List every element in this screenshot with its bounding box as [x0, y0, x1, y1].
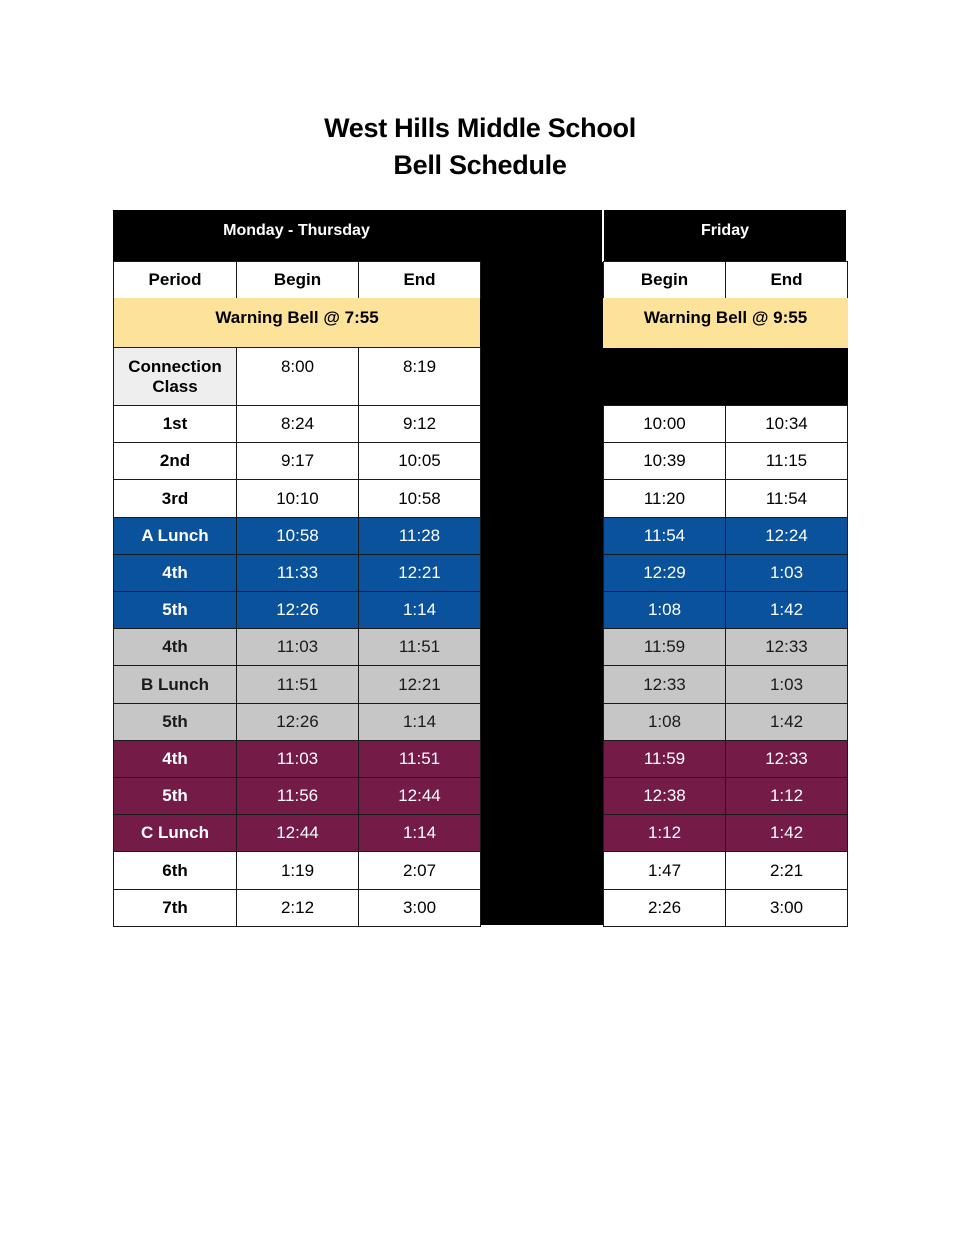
period-label: 3rd [113, 479, 237, 518]
period-label: 5th [113, 777, 237, 816]
fri-end-time: 11:54 [725, 479, 848, 518]
mt-end-time: 10:05 [358, 442, 481, 481]
fri-begin-time: 12:33 [603, 665, 726, 704]
col-header-fri-begin: Begin [603, 261, 726, 299]
period-label: 4th [113, 628, 237, 667]
mt-end-time: 11:51 [358, 628, 481, 667]
fri-end-time: 1:03 [725, 554, 848, 593]
mt-end-time: 12:21 [358, 665, 481, 704]
period-label: 4th [113, 740, 237, 779]
col-header-fri-end: End [725, 261, 848, 299]
mon-thu-heading: Monday - Thursday [223, 222, 370, 239]
mt-end-time: 12:44 [358, 777, 481, 816]
mt-begin-time: 12:44 [236, 814, 359, 853]
mt-end-time: 1:14 [358, 591, 481, 630]
period-label: 2nd [113, 442, 237, 481]
mt-end-time: 3:00 [358, 889, 481, 928]
mt-end-time: 2:07 [358, 851, 481, 890]
mt-begin-time: 12:26 [236, 591, 359, 630]
period-label: 4th [113, 554, 237, 593]
fri-end-time: 10:34 [725, 405, 848, 444]
fri-begin-time: 11:20 [603, 479, 726, 518]
mt-end-time: 12:21 [358, 554, 481, 593]
period-label: 5th [113, 591, 237, 630]
mt-begin-time: 12:26 [236, 703, 359, 742]
fri-end-time: 12:24 [725, 517, 848, 556]
fri-begin-time: 10:39 [603, 442, 726, 481]
mt-begin-time: 8:24 [236, 405, 359, 444]
fri-begin-time: 12:38 [603, 777, 726, 816]
mt-end-time: 10:58 [358, 479, 481, 518]
fri-end-time: 1:42 [725, 591, 848, 630]
mt-begin-time: 11:03 [236, 628, 359, 667]
mt-end-time: 11:51 [358, 740, 481, 779]
fri-end-time: 12:33 [725, 628, 848, 667]
mt-begin-time: 11:03 [236, 740, 359, 779]
mt-begin-time: 10:10 [236, 479, 359, 518]
mt-end-time: 11:28 [358, 517, 481, 556]
fri-connection-blank [603, 348, 848, 406]
mt-end-time: 9:12 [358, 405, 481, 444]
mt-begin-time: 1:19 [236, 851, 359, 890]
fri-begin-time: 1:12 [603, 814, 726, 853]
fri-begin-time: 1:08 [603, 591, 726, 630]
schedule-title: Bell Schedule [393, 150, 567, 180]
fri-end-time: 3:00 [725, 889, 848, 928]
fri-end-time: 12:33 [725, 740, 848, 779]
fri-begin-time: 2:26 [603, 889, 726, 928]
fri-end-time: 11:15 [725, 442, 848, 481]
period-label: B Lunch [113, 665, 237, 704]
period-label: 1st [113, 405, 237, 444]
mt-end-time: 1:14 [358, 814, 481, 853]
fri-begin-time: 1:47 [603, 851, 726, 890]
friday-heading: Friday [700, 222, 749, 239]
school-name-title: West Hills Middle School [324, 113, 636, 143]
mt-begin-time: 9:17 [236, 442, 359, 481]
mt-begin-time: 11:33 [236, 554, 359, 593]
fri-begin-time: 1:08 [603, 703, 726, 742]
col-header-period: Period [113, 261, 237, 299]
mt-begin-time: 11:56 [236, 777, 359, 816]
mt-begin-time: 10:58 [236, 517, 359, 556]
spacer-column [480, 210, 603, 925]
fri-warning-bell: Warning Bell @ 9:55 [603, 298, 848, 348]
mt-end-time: 8:19 [358, 347, 481, 406]
fri-end-time: 1:03 [725, 665, 848, 704]
period-label: C Lunch [113, 814, 237, 853]
fri-end-time: 1:42 [725, 703, 848, 742]
fri-end-time: 1:42 [725, 814, 848, 853]
mt-begin-time: 2:12 [236, 889, 359, 928]
mt-warning-bell: Warning Bell @ 7:55 [113, 298, 480, 348]
col-header-mt-end: End [358, 261, 481, 299]
mt-end-time: 1:14 [358, 703, 481, 742]
mt-begin-time: 11:51 [236, 665, 359, 704]
col-header-mt-begin: Begin [236, 261, 359, 299]
period-label: A Lunch [113, 517, 237, 556]
period-label: 6th [113, 851, 237, 890]
period-label: Connection Class [113, 347, 237, 406]
fri-begin-time: 11:59 [603, 628, 726, 667]
period-label: 5th [113, 703, 237, 742]
period-label: 7th [113, 889, 237, 928]
fri-begin-time: 12:29 [603, 554, 726, 593]
fri-end-time: 1:12 [725, 777, 848, 816]
fri-begin-time: 11:59 [603, 740, 726, 779]
fri-end-time: 2:21 [725, 851, 848, 890]
fri-begin-time: 11:54 [603, 517, 726, 556]
fri-begin-time: 10:00 [603, 405, 726, 444]
mt-begin-time: 8:00 [236, 347, 359, 406]
